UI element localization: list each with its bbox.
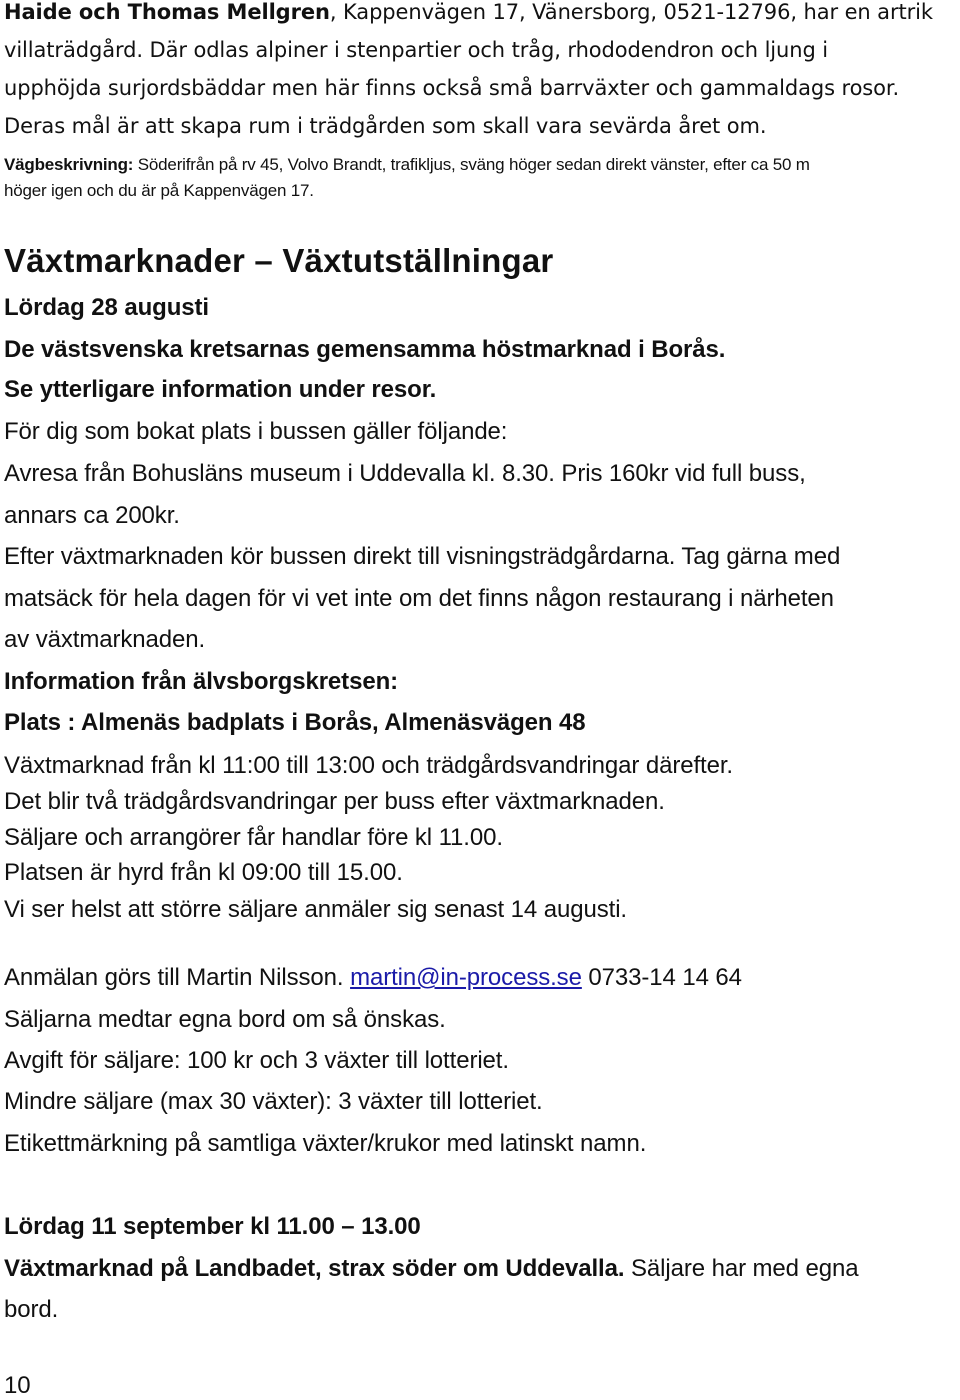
garden-owners: Haide och Thomas Mellgren [4,0,330,24]
info-heading: Information från älvsborgskretsen: [4,668,399,695]
see-more-note: Se ytterligare information under resor. [4,376,437,403]
info-line-1: Växtmarknad från kl 11:00 till 13:00 och trädgårdsvandringar därefter. [4,752,733,779]
info-line-3: Säljare och arrangörer får handlar före kl 11.00. [4,824,503,851]
page-number: 10 [4,1372,31,1399]
bus-line-1: Avresa från Bohusläns museum i Uddevalla kl. 8.30. Pris 160kr vid full buss, [4,460,806,487]
rule-line-2: Avgift för säljare: 100 kr och 3 växter till lotteriet. [4,1047,509,1074]
route-line-1: Vägbeskrivning: Söderifrån på rv 45, Volvo Brandt, trafikljus, sväng höger sedan direkt vänster, efter ca 50 m [4,155,810,174]
rule-line-4: Etikettmärkning på samtliga växter/krukor med latinskt namn. [4,1130,647,1157]
route-line-2: höger igen och du är på Kappenvägen 17. [4,181,314,200]
event-date-1: Lördag 28 augusti [4,294,209,321]
intro-line-3: upphöjda surjordsbäddar men här finns också små barrväxter och gammaldags rosor. [4,76,900,100]
after-line-3: av växtmarknaden. [4,626,206,653]
signup-phone: 0733-14 14 64 [581,964,742,991]
event-title-2: Växtmarknad på Landbadet, strax söder om Uddevalla. Säljare har med egna [4,1255,859,1282]
place-line: Plats : Almenäs badplats i Borås, Almenäsvägen 48 [4,709,586,736]
bus-line-2: annars ca 200kr. [4,502,180,529]
signup-line: Anmälan görs till Martin Nilsson. martin@in-process.se 0733-14 14 64 [4,964,742,991]
event-title-1: De västsvenska kretsarnas gemensamma höstmarknad i Borås. [4,336,726,363]
info-line-4: Platsen är hyrd från kl 09:00 till 15.00. [4,859,403,886]
bus-intro: För dig som bokat plats i bussen gäller följande: [4,418,508,445]
route-label: Vägbeskrivning: [4,155,134,174]
intro-line-4: Deras mål är att skapa rum i trädgården som skall vara sevärda året om. [4,114,767,138]
rule-line-1: Säljarna medtar egna bord om så önskas. [4,1006,446,1033]
event-title-2-cont: bord. [4,1296,59,1323]
after-line-2: matsäck för hela dagen för vi vet inte om det finns någon restaurang i närheten [4,585,834,612]
section-heading: Växtmarknader – Växtutställningar [4,242,554,279]
event-date-2: Lördag 11 september kl 11.00 – 13.00 [4,1213,421,1240]
intro-line-1: Haide och Thomas Mellgren, Kappenvägen 17, Vänersborg, 0521-12796, har en artrik [4,0,933,24]
signup-email-link[interactable]: martin@in-process.se [350,964,582,991]
info-line-2: Det blir två trädgårdsvandringar per buss efter växtmarknaden. [4,788,665,815]
intro-line-2: villaträdgård. Där odlas alpiner i stenpartier och tråg, rhododendron och ljung i [4,38,829,62]
rule-line-3: Mindre säljare (max 30 växter): 3 växter till lotteriet. [4,1088,543,1115]
info-line-5: Vi ser helst att större säljare anmäler sig senast 14 augusti. [4,896,628,923]
after-line-1: Efter växtmarknaden kör bussen direkt till visningsträdgårdarna. Tag gärna med [4,543,841,570]
